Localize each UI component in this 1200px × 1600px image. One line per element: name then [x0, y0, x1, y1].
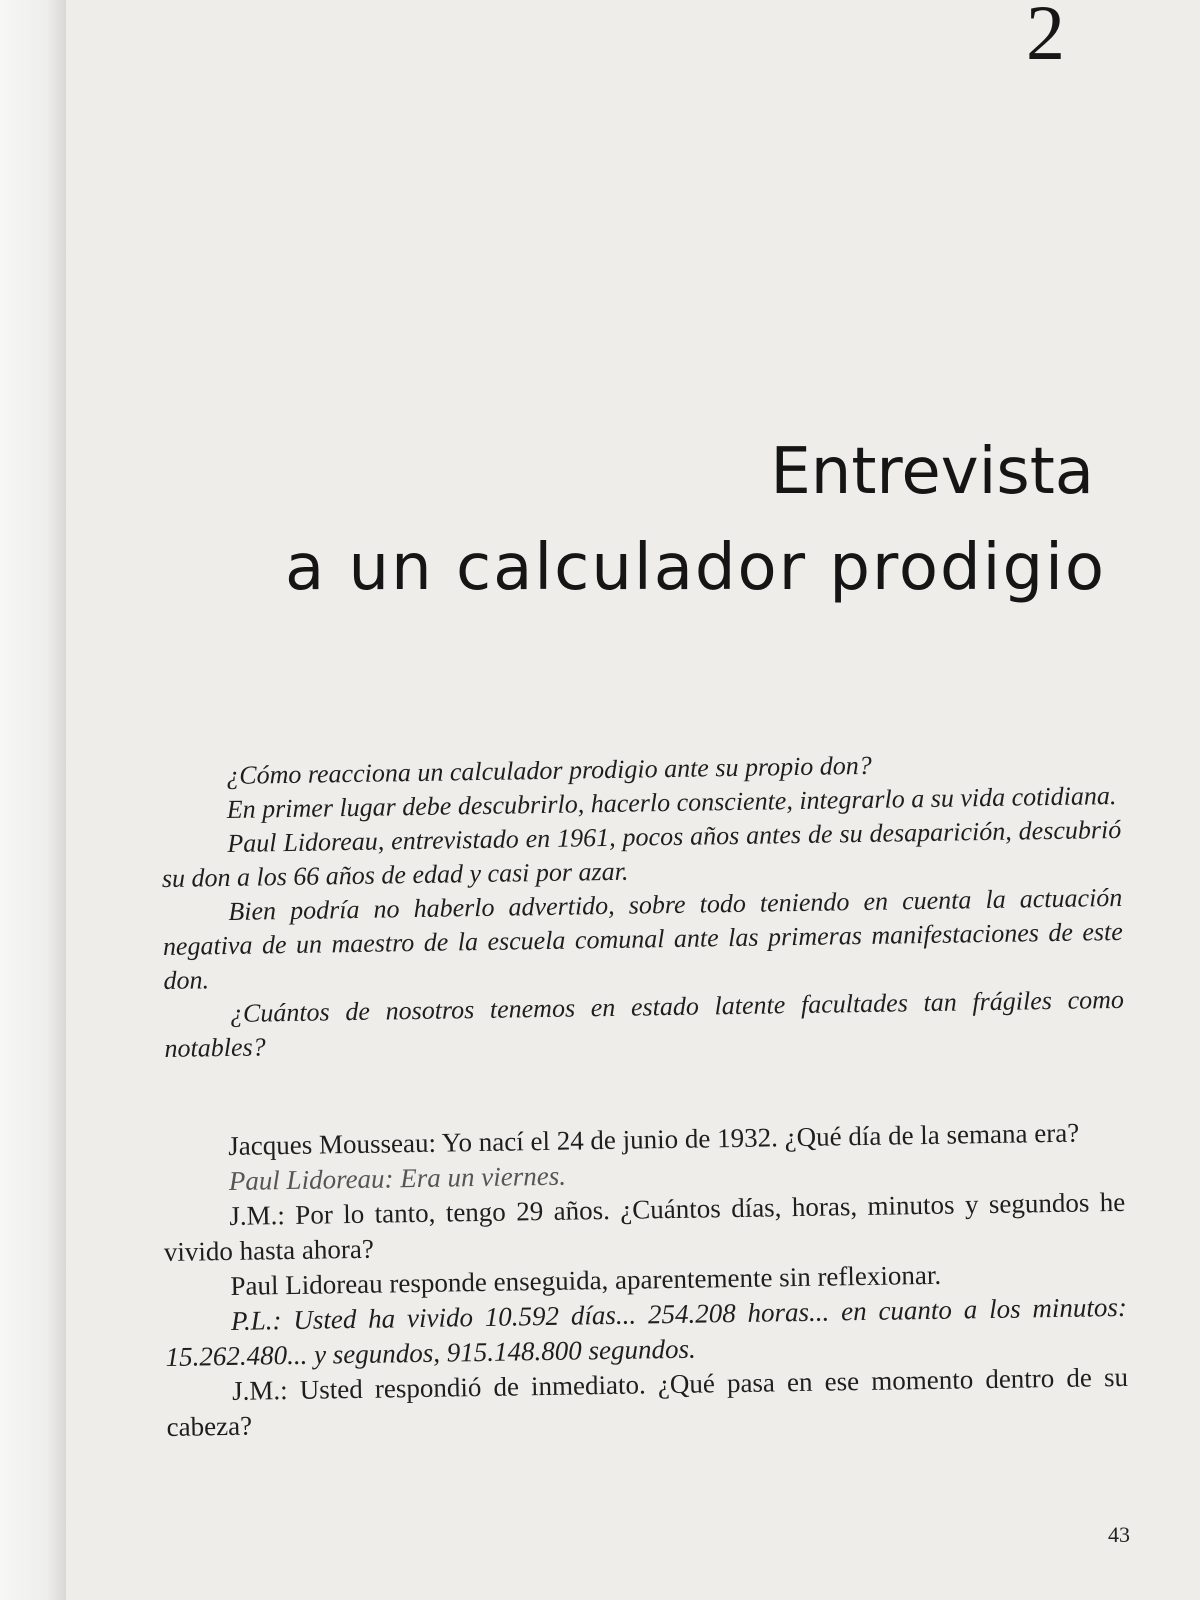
adjacent-page-edge: [0, 0, 66, 1600]
chapter-title-line-1: Entrevista: [770, 435, 1094, 509]
book-page: [66, 0, 1200, 1600]
intro-paragraph: En primer lugar debe descubrirlo, hacerlo consciente, integrarlo a su vida cotidiana.: [226, 780, 1117, 824]
chapter-title-line-2: a un calculador prodigio: [284, 531, 1106, 605]
interview-paragraph: J.M.: Usted respondió de inmediato. ¿Qué pasa en ese momento dentro de su cabeza?: [166, 1361, 1129, 1442]
intro-paragraph: Paul Lidoreau, entrevistado en 1961, pocos años antes de su desaparición, descubrió su don a los 66 años de edad y casi por azar.: [161, 814, 1122, 893]
interview-paragraph: P.L.: Usted ha vivido 10.592 días... 254.208 horas... en cuanto a los minutos: 15.262.480... y segundos, 915.148.800 segundos.: [165, 1291, 1128, 1372]
chapter-title: [176, 424, 1106, 616]
interview-section: [162, 1115, 1129, 1445]
page-number: 43: [1108, 1522, 1130, 1547]
chapter-number: 2: [1026, 0, 1065, 76]
interview-paragraph: Paul Lidoreau responde enseguida, aparentemente sin reflexionar.: [230, 1259, 942, 1301]
interview-paragraph: J.M.: Por lo tanto, tengo 29 años. ¿Cuántos días, horas, minutos y segundos he vivido hasta ahora?: [163, 1186, 1126, 1267]
intro-paragraph: ¿Cómo reacciona un calculador prodigio ante su propio don?: [226, 750, 873, 790]
interview-paragraph: Paul Lidoreau: Era un viernes.: [228, 1160, 567, 1196]
intro-paragraph: Bien podría no haberlo advertido, sobre todo teniendo en cuenta la actuación negativa de un maestro de la escuela comunal ante las primeras manifestaciones de este don.: [162, 882, 1124, 995]
intro-section: [160, 745, 1125, 1066]
intro-paragraph: ¿Cuántos de nosotros tenemos en estado latente facultades tan frágiles como notables?: [164, 984, 1125, 1063]
interview-paragraph: Jacques Mousseau: Yo nací el 24 de junio de 1932. ¿Qué día de la semana era?: [228, 1117, 1080, 1161]
